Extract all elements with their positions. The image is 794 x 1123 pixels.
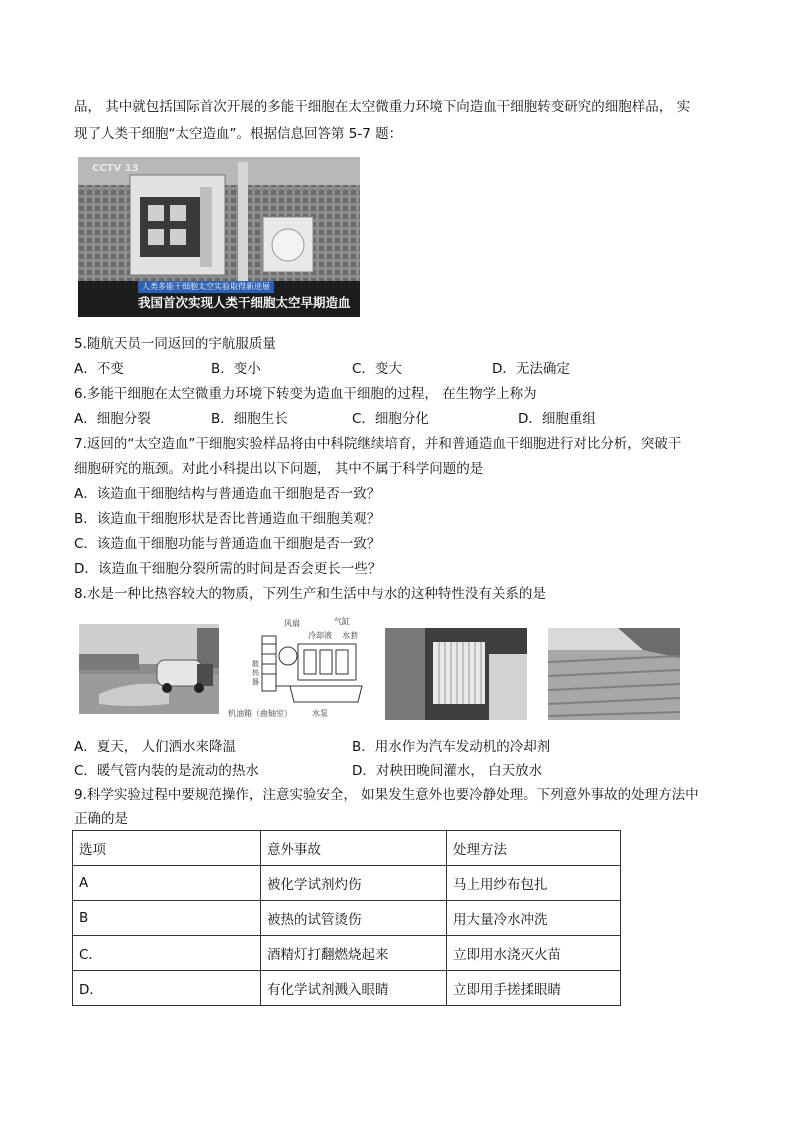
- q5-options: [74, 359, 734, 379]
- q6-options: [74, 409, 734, 429]
- table-cell: 被化学试剂灼伤: [261, 866, 447, 901]
- engine-label-jacket: 水套: [342, 631, 358, 640]
- table-cell: 酒精灯打翻燃烧起来: [261, 936, 447, 971]
- table-header-row: [73, 831, 621, 866]
- q6-option-a[interactable]: A．细胞分裂: [74, 411, 151, 427]
- q8-option-c[interactable]: C．暖气管内装的是流动的热水: [74, 763, 259, 779]
- engine-cooling-diagram: [228, 614, 370, 724]
- q9-stem-line-2: 正确的是: [74, 811, 128, 827]
- intro-line-2: 现了人类干细胞“太空造血”。根据信息回答第 5-7 题：: [74, 126, 403, 142]
- q5-option-a[interactable]: A．不变: [74, 361, 124, 377]
- table-header-cell: 处理方法: [447, 831, 621, 866]
- q7-option-b[interactable]: B．该造血干细胞形状是否比普通造血干细胞美观？: [74, 511, 381, 527]
- table-header-cell: 意外事故: [261, 831, 447, 866]
- table-cell: 马上用纱布包扎: [447, 866, 621, 901]
- q7-option-c[interactable]: C．该造血干细胞功能与普通造血干细胞是否一致？: [74, 536, 381, 552]
- table-row: [73, 901, 621, 936]
- engine-label-coolant: 冷却液: [308, 631, 332, 640]
- q7-stem-line-2: 细胞研究的瓶颈。对此小科提出以下问题， 其中不属于科学问题的是: [74, 461, 484, 477]
- radiator-photo: [385, 628, 527, 720]
- table-cell: 立即用水浇灭火苗: [447, 936, 621, 971]
- sprinkler-truck-image: [79, 624, 219, 714]
- news-caption-small: 人类多能干细胞太空实验取得新进展: [138, 281, 274, 293]
- q6-option-c[interactable]: C．细胞分化: [352, 411, 429, 427]
- table-row: [73, 936, 621, 971]
- q6-option-b[interactable]: B．细胞生长: [211, 411, 288, 427]
- engine-label-cylinder: 气缸: [334, 617, 350, 626]
- table-cell: 被热的试管烫伤: [261, 901, 447, 936]
- engine-label-radiator: 散热器: [252, 660, 259, 686]
- intro-line-1: 品， 其中就包括国际首次开展的多能干细胞在太空微重力环境下向造血干细胞转变研究的细胞样品， 实: [74, 99, 691, 115]
- sprinkler-truck-photo: [79, 624, 219, 714]
- table-cell: D．: [73, 971, 261, 1006]
- table-cell: 立即用手搓揉眼睛: [447, 971, 621, 1006]
- q8-option-b[interactable]: B．用水作为汽车发动机的冷却剂: [352, 739, 551, 755]
- q9-stem-line-1: 9.科学实验过程中要规范操作，注意实验安全， 如果发生意外也要冷静处理。下列意外事故的处理方法中: [74, 787, 699, 803]
- table-cell: 有化学试剂溅入眼睛: [261, 971, 447, 1006]
- q9-table: [72, 830, 621, 1006]
- table-cell: B: [73, 901, 261, 936]
- paddy-field-photo: [548, 628, 680, 720]
- table-row: [73, 866, 621, 901]
- q6-option-d[interactable]: D．细胞重组: [518, 411, 596, 427]
- table-cell: C．: [73, 936, 261, 971]
- q5-stem: 5.随航天员一同返回的宇航服质量: [74, 336, 276, 352]
- space-lab-image: [78, 157, 360, 317]
- q8-option-d[interactable]: D．对秧田晚间灌水， 白天放水: [352, 763, 543, 779]
- table-header-cell: 选项: [73, 831, 261, 866]
- engine-label-pump: 水泵: [312, 709, 328, 718]
- q7-option-d[interactable]: D．该造血干细胞分裂所需的时间是否会更长一些？: [74, 561, 382, 577]
- q7-stem-line-1: 7.返回的“太空造血”干细胞实验样品将由中科院继续培育，并和普通造血干细胞进行对比分析，突破干: [74, 436, 682, 452]
- q5-option-d[interactable]: D．无法确定: [492, 361, 570, 377]
- table-cell: A: [73, 866, 261, 901]
- q7-option-a[interactable]: A．该造血干细胞结构与普通造血干细胞是否一致？: [74, 486, 381, 502]
- news-caption-main: 我国首次实现人类干细胞太空早期造血: [138, 295, 351, 310]
- q5-option-c[interactable]: C．变大: [352, 361, 402, 377]
- engine-label-fan: 风扇: [284, 619, 300, 628]
- cctv-logo: CCTV 13: [92, 163, 139, 174]
- radiator-image: [385, 628, 527, 720]
- table-cell: 用大量冷水冲洗: [447, 901, 621, 936]
- paddy-field-image: [548, 628, 680, 720]
- q8-option-a[interactable]: A．夏天， 人们洒水来降温: [74, 739, 237, 755]
- q8-stem: 8.水是一种比热容较大的物质，下列生产和生活中与水的这种特性没有关系的是: [74, 586, 546, 602]
- news-photo: [78, 157, 360, 317]
- q6-stem: 6.多能干细胞在太空微重力环境下转变为造血干细胞的过程， 在生物学上称为: [74, 386, 537, 402]
- engine-label-oil-pan: 机油箱（曲轴室）: [228, 709, 292, 718]
- q5-option-b[interactable]: B．变小: [211, 361, 261, 377]
- table-row: [73, 971, 621, 1006]
